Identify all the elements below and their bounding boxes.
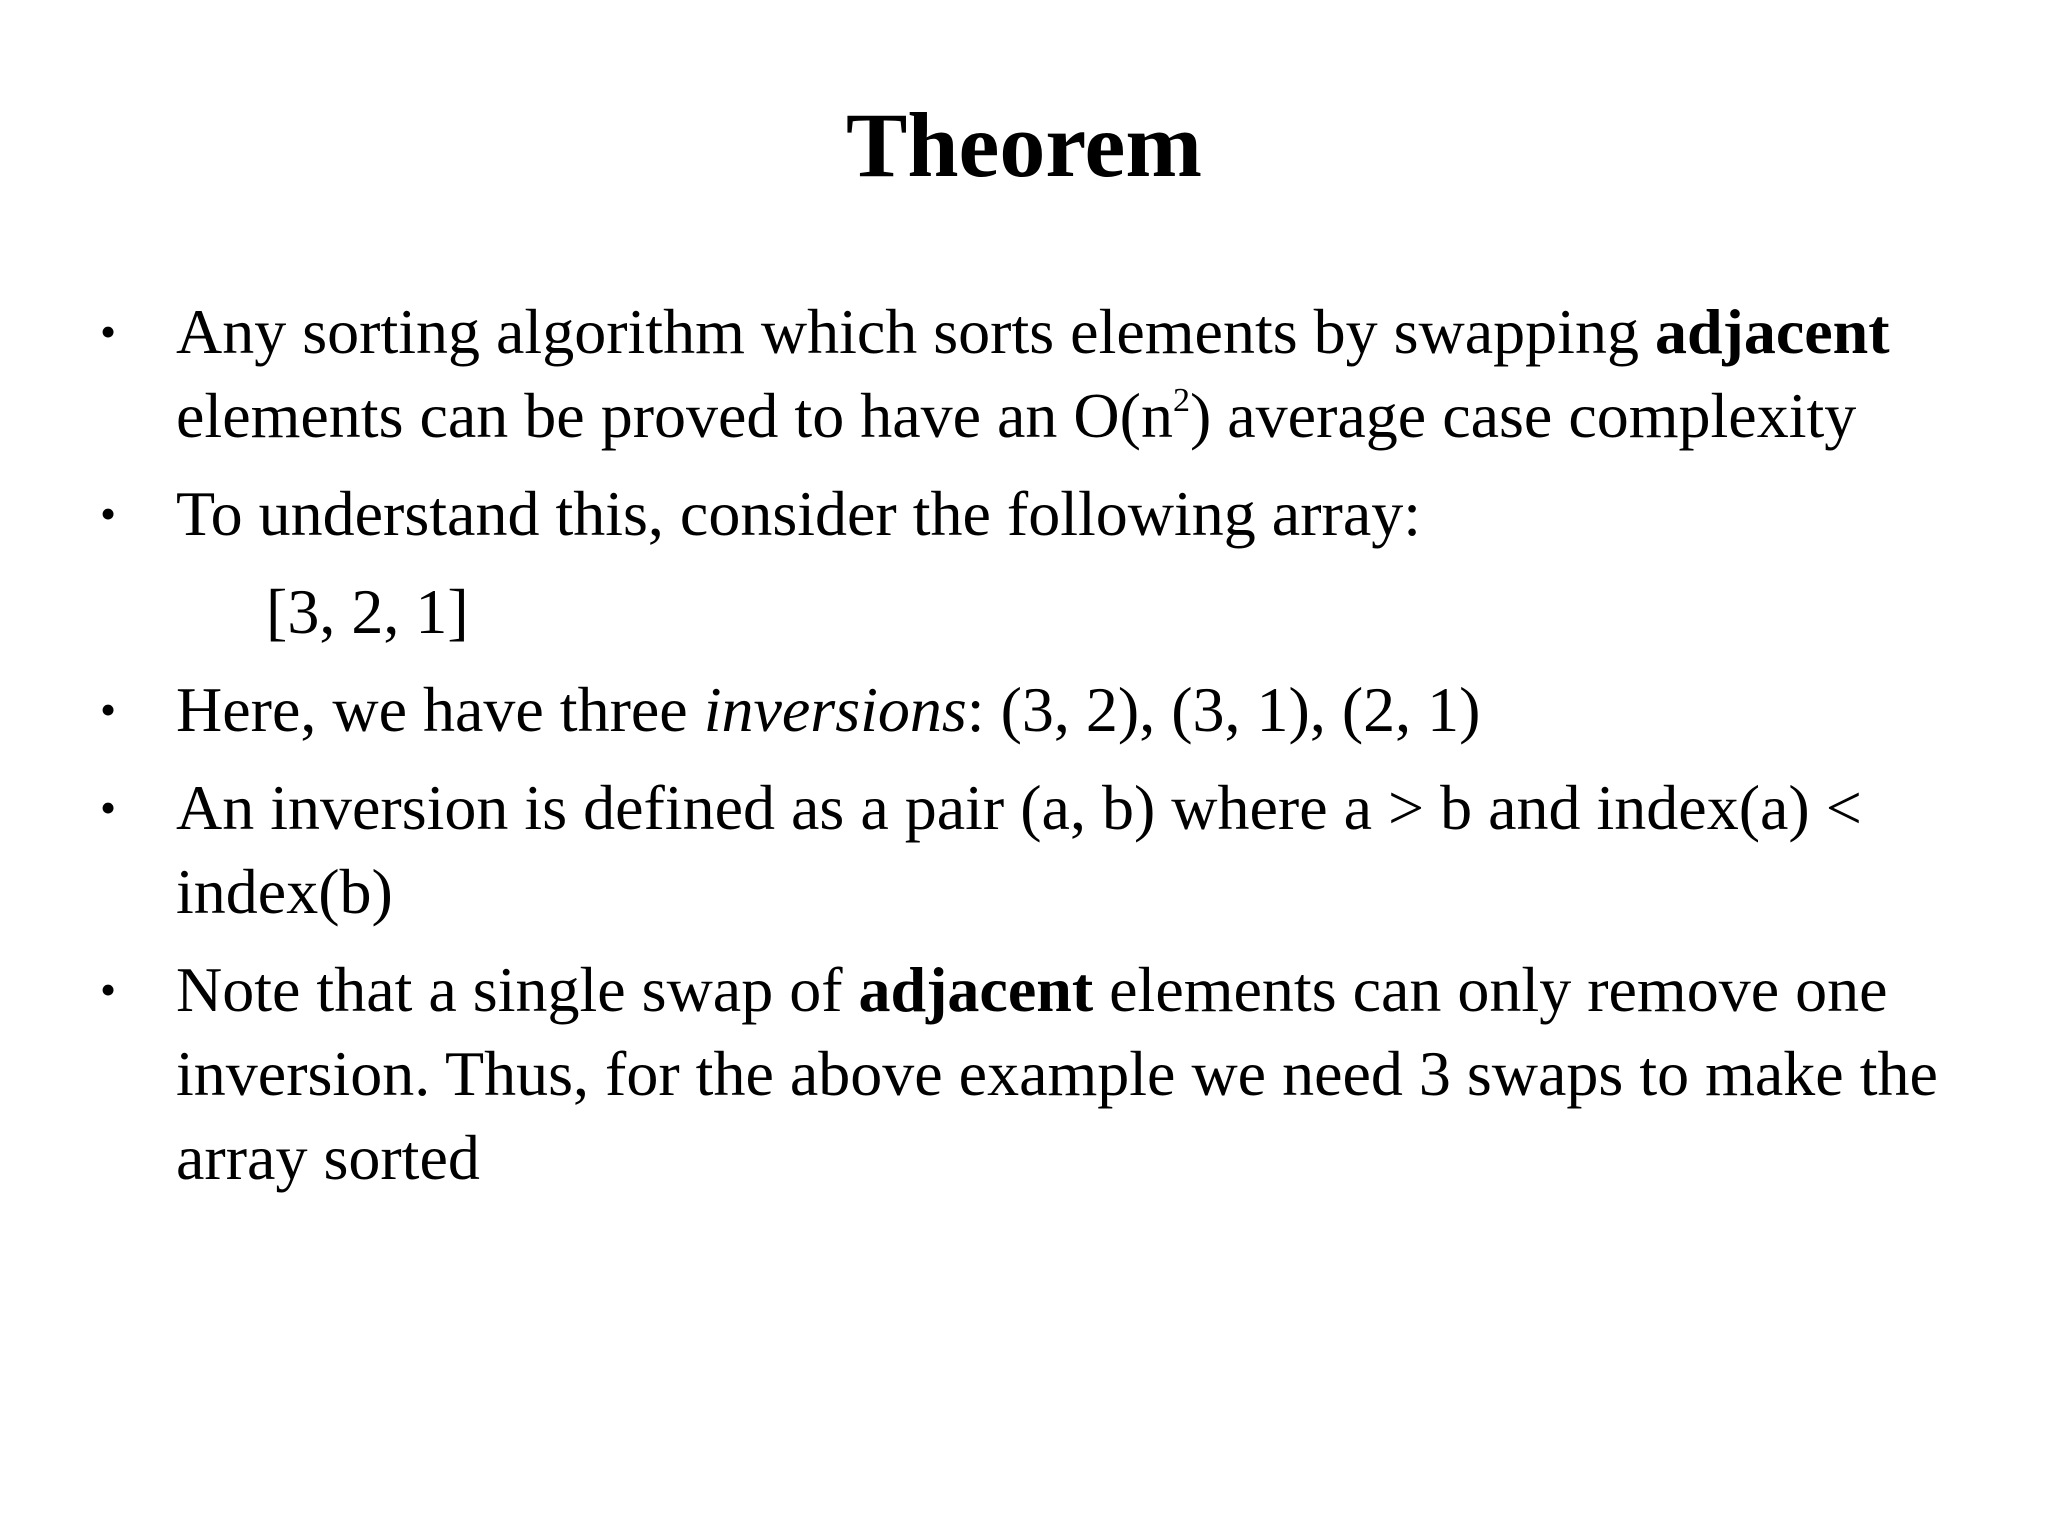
bullet-text: Note that a single swap of bbox=[176, 954, 859, 1025]
italic-term: inversions bbox=[703, 674, 967, 745]
bullet-text: elements can only remove one inversion. Thus, for the above example we need 3 swaps to make the array sorted bbox=[176, 954, 1938, 1193]
array-example bbox=[0, 570, 2048, 654]
bullet-dot-icon: • bbox=[100, 964, 117, 1015]
bullet-dot-icon: • bbox=[100, 684, 117, 735]
bullet-dot-icon: • bbox=[100, 488, 117, 539]
bold-term: adjacent bbox=[1654, 296, 1890, 367]
bullet-text: An inversion is defined as a pair (a, b) where a > b and index(a) < index(b) bbox=[176, 772, 1862, 927]
bullet-dot-icon: • bbox=[100, 306, 117, 357]
bullet-text: Any sorting algorithm which sorts elements by swapping bbox=[176, 296, 1655, 367]
superscript: 2 bbox=[1172, 382, 1190, 419]
bold-term: adjacent bbox=[858, 954, 1094, 1025]
bullet-item bbox=[0, 766, 2048, 934]
bullet-text: elements can be proved to have an O(n bbox=[176, 380, 1173, 451]
bullet-item bbox=[0, 290, 2048, 458]
bullet-item bbox=[0, 668, 2048, 752]
slide-title: Theorem bbox=[845, 94, 1202, 196]
bullet-dot-icon: • bbox=[100, 782, 117, 833]
bullet-text: Here, we have three bbox=[176, 674, 704, 745]
bullet-text: : (3, 2), (3, 1), (2, 1) bbox=[966, 674, 1481, 745]
bullet-text: To understand this, consider the following array: bbox=[176, 478, 1421, 549]
array-text: [3, 2, 1] bbox=[266, 576, 469, 647]
bullet-list bbox=[0, 290, 2048, 1214]
bullet-text: ) average case complexity bbox=[1189, 380, 1857, 451]
bullet-item bbox=[0, 472, 2048, 556]
bullet-item bbox=[0, 948, 2048, 1200]
